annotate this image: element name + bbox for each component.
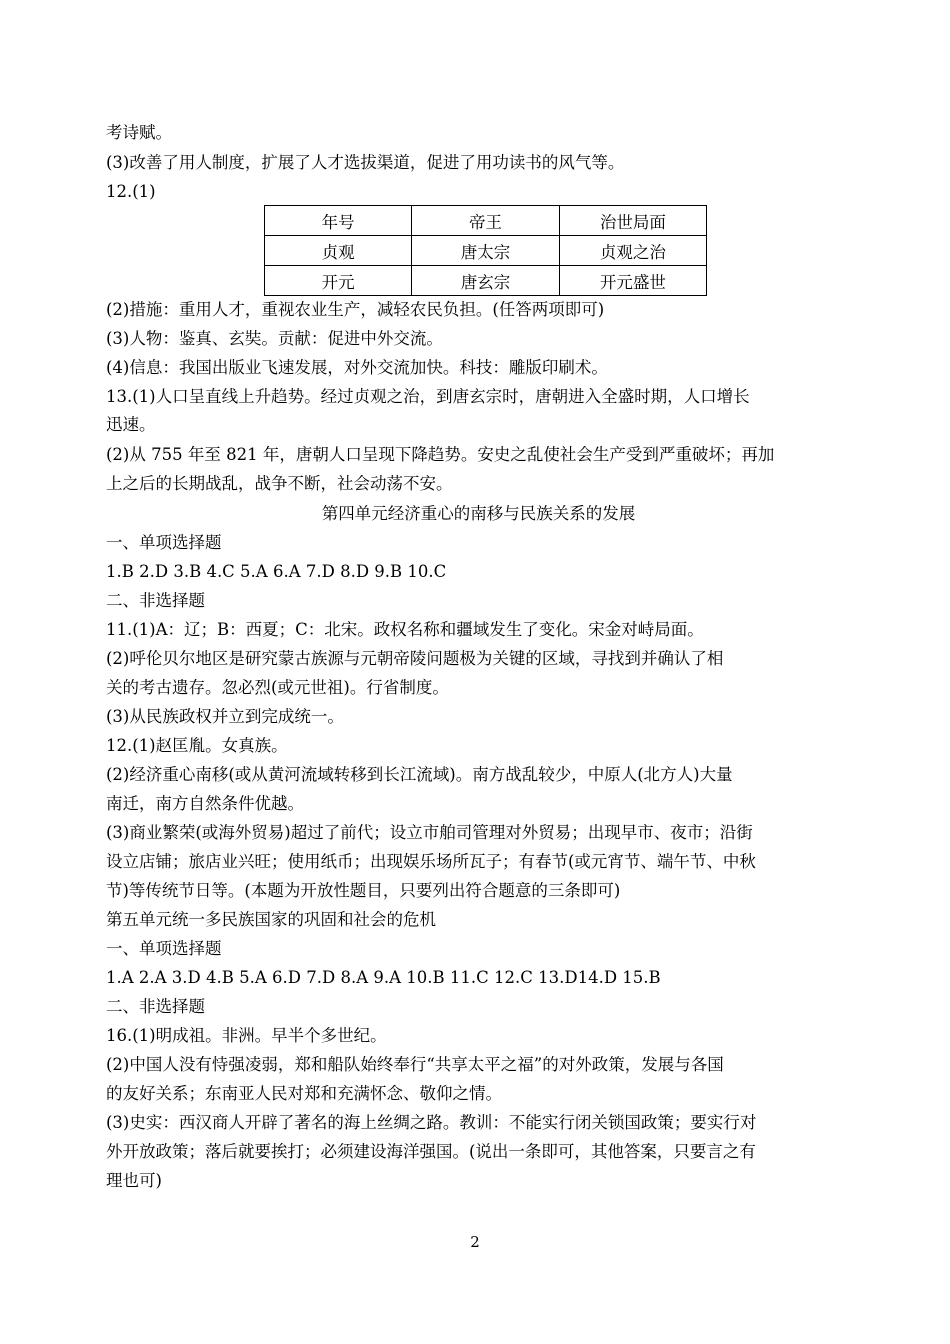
answer-key-line: 1.A 2.A 3.D 4.B 5.A 6.D 7.D 8.A 9.A 10.B 11.C 12.C 13.D14.D 15.B	[106, 968, 661, 987]
text-line: (3)改善了用人制度，扩展了人才选拔渠道，促进了用功读书的风气等。	[106, 153, 625, 172]
text-line: 节)等传统节日等。(本题为开放性题目，只要列出符合题意的三条即可)	[106, 881, 621, 900]
text-line: 理也可)	[106, 1171, 162, 1190]
text-line: (3)从民族政权并立到完成统一。	[106, 707, 344, 726]
section-heading: 二、非选择题	[106, 591, 205, 610]
text-line: (3)商业繁荣(或海外贸易)超过了前代；设立市舶司管理对外贸易；出现早市、夜市；沿街	[106, 823, 753, 842]
text-line: 南迁，南方自然条件优越。	[106, 794, 304, 813]
text-line: 16.(1)明成祖。非洲。早半个多世纪。	[106, 1026, 387, 1045]
text-line: (3)史实：西汉商人开辟了著名的海上丝绸之路。教训：不能实行闭关锁国政策；要实行对	[106, 1113, 757, 1132]
text-line: 上之后的长期战乱，战争不断，社会动荡不安。	[106, 474, 453, 493]
text-line: 11.(1)A：辽；B：西夏；C：北宋。政权名称和疆域发生了变化。宋金对峙局面。	[106, 620, 704, 639]
text-line: 12.(1)赵匡胤。女真族。	[106, 736, 288, 755]
table-header-cell: 年号	[265, 206, 412, 236]
text-line: (3)人物：鉴真、玄奘。贡献：促进中外交流。	[106, 329, 443, 348]
text-line: (2)措施：重用人才，重视农业生产，减轻农民负担。(任答两项即可)	[106, 300, 605, 319]
table-cell: 唐太宗	[412, 236, 559, 266]
text-line: 迅速。	[106, 415, 156, 434]
text-line: (2)呼伦贝尔地区是研究蒙古族源与元朝帝陵问题极为关键的区域，寻找到并确认了相	[106, 649, 724, 668]
section-heading: 一、单项选择题	[106, 939, 222, 958]
table-cell: 唐玄宗	[412, 266, 559, 296]
text-line: 13.(1)人口呈直线上升趋势。经过贞观之治，到唐玄宗时，唐朝进入全盛时期，人口增长	[106, 387, 750, 406]
table-cell: 贞观之治	[559, 236, 706, 266]
table-cell: 开元	[265, 266, 412, 296]
section-heading: 二、非选择题	[106, 997, 205, 1016]
section-heading: 一、单项选择题	[106, 533, 222, 552]
table-header-row	[265, 206, 707, 236]
table-header-cell: 治世局面	[559, 206, 706, 236]
text-line: 考诗赋。	[106, 123, 172, 142]
table-cell: 贞观	[265, 236, 412, 266]
text-line: (4)信息：我国出版业飞速发展，对外交流加快。科技：雕版印刷术。	[106, 358, 608, 377]
table-row	[265, 236, 707, 266]
table-header-cell: 帝王	[412, 206, 559, 236]
unit-heading: 第四单元经济重心的南移与民族关系的发展	[321, 504, 636, 523]
text-line: (2)中国人没有恃强凌弱，郑和船队始终奉行“共享太平之福”的对外政策，发展与各国	[106, 1055, 724, 1074]
page-number: 2	[470, 1233, 480, 1251]
table-cell: 开元盛世	[559, 266, 706, 296]
text-line: (2)经济重心南移(或从黄河流域转移到长江流域)。南方战乱较少，中原人(北方人)大量	[106, 765, 733, 784]
era-emperor-table	[264, 205, 707, 296]
text-line: 关的考古遗存。忽必烈(或元世祖)。行省制度。	[106, 678, 449, 697]
text-line: 设立店铺；旅店业兴旺；使用纸币；出现娱乐场所瓦子；有春节(或元宵节、端午节、中秋	[106, 852, 756, 871]
question-number: 12.(1)	[106, 182, 156, 201]
unit-heading: 第五单元统一多民族国家的巩固和社会的危机	[106, 910, 436, 929]
answer-key-line: 1.B 2.D 3.B 4.C 5.A 6.A 7.D 8.D 9.B 10.C	[106, 562, 447, 581]
text-line: 外开放政策；落后就要挨打；必须建设海洋强国。(说出一条即可，其他答案，只要言之有	[106, 1142, 756, 1161]
text-line: 的友好关系；东南亚人民对郑和充满怀念、敬仰之情。	[106, 1084, 502, 1103]
table-row	[265, 266, 707, 296]
text-line: (2)从 755 年至 821 年，唐朝人口呈现下降趋势。安史之乱使社会生产受到严重破坏；再加	[106, 445, 775, 464]
